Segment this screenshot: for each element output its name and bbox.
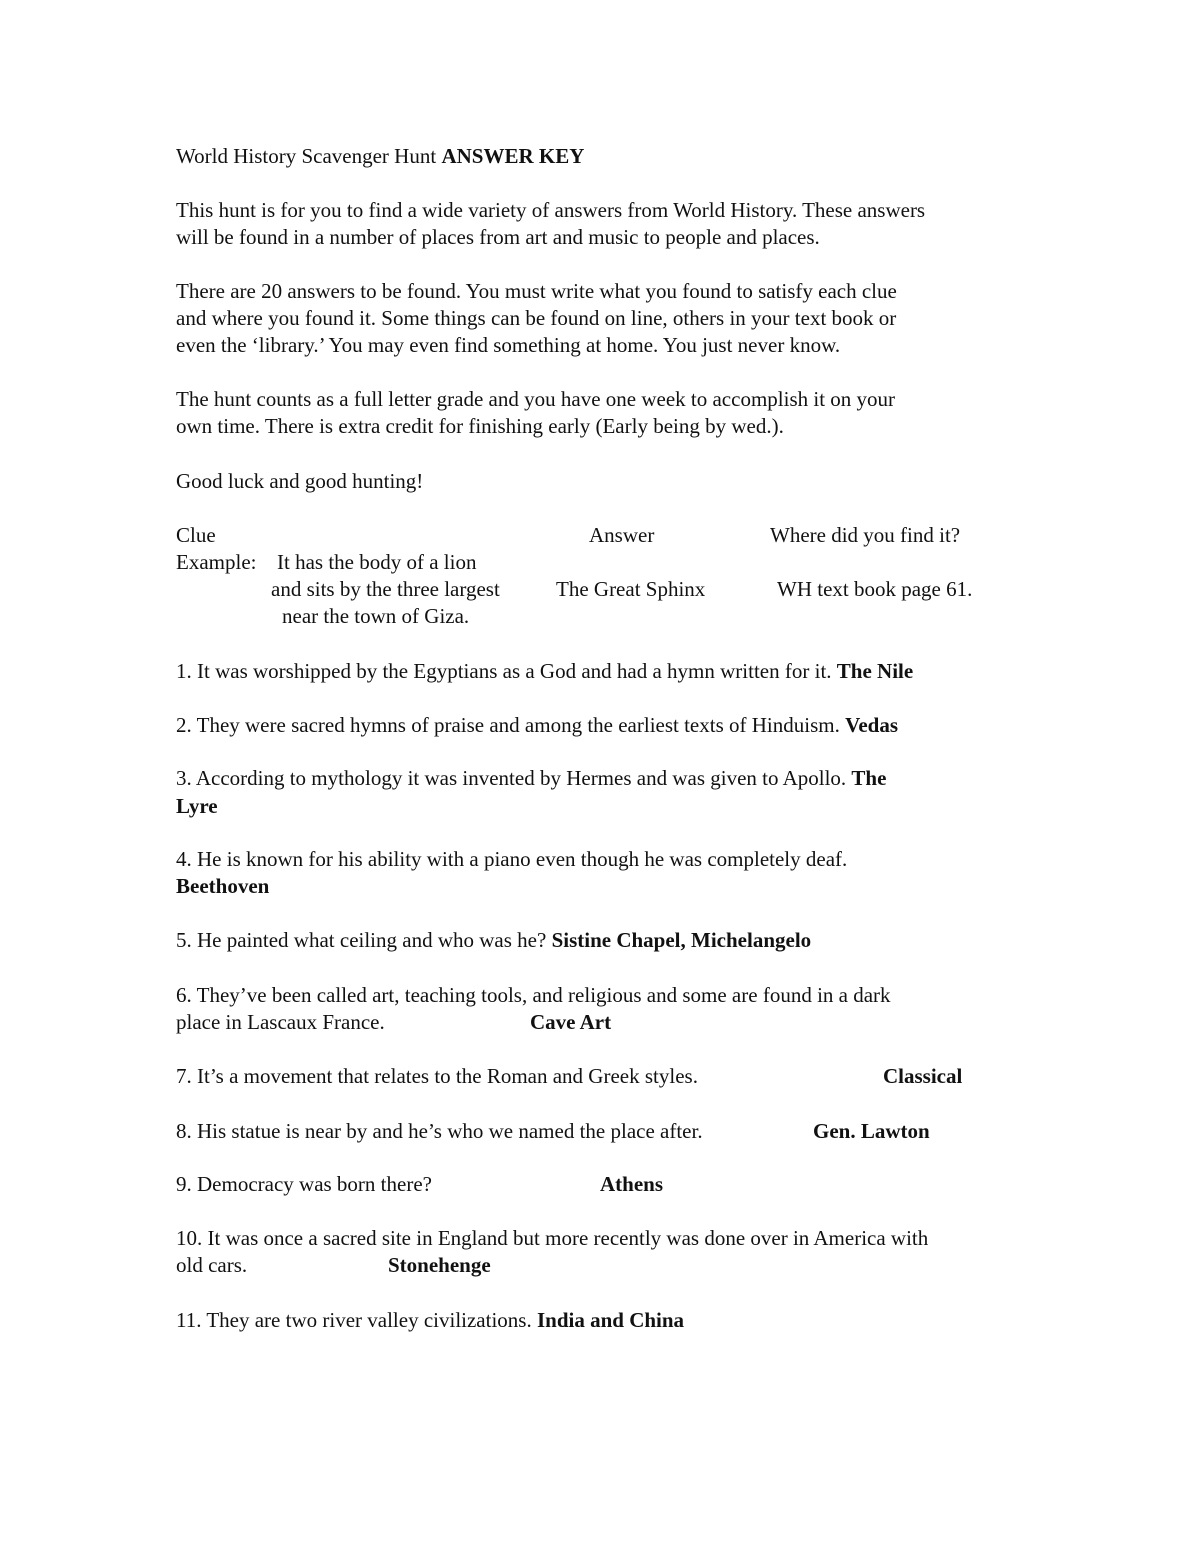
question-11 [176, 1307, 684, 1334]
answer-1: The Nile [836, 659, 914, 683]
question-4-text: 4. He is known for his ability with a piano even though he was completely deaf. [176, 847, 848, 871]
answer-2: Vedas [845, 713, 899, 737]
document-title [176, 143, 584, 170]
question-2-text: 2. They were sacred hymns of praise and among the earliest texts of Hinduism. [176, 713, 840, 737]
answer-7-text: Classical [883, 1064, 963, 1088]
answer-5: Sistine Chapel, Michelangelo [551, 928, 812, 952]
answer-10 [388, 1252, 491, 1279]
answer-4 [176, 873, 269, 900]
answer-9-text: Athens [600, 1172, 664, 1196]
answer-11: India and China [536, 1308, 685, 1332]
answer-4-text: Beethoven [176, 874, 270, 898]
example-where: WH text book page 61. [777, 577, 973, 601]
intro-p3-line1: The hunt counts as a full letter grade and you have one week to accomplish it on your [176, 387, 896, 411]
intro-p4: Good luck and good hunting! [176, 469, 424, 493]
question-10-line2: old cars. [176, 1253, 248, 1277]
intro-p3-line2: own time. There is extra credit for finishing early (Early being by wed.). [176, 414, 784, 438]
answer-8 [813, 1118, 930, 1145]
answer-8-text: Gen. Lawton [813, 1119, 930, 1143]
title-text: World History Scavenger Hunt [176, 144, 437, 168]
answer-key-label: ANSWER KEY [441, 144, 585, 168]
answer-3-lyre: Lyre [176, 794, 218, 818]
question-9-text: 9. Democracy was born there? [176, 1172, 432, 1196]
question-8-text: 8. His statue is near by and he’s who we named the place after. [176, 1119, 703, 1143]
example-clue-line3: near the town of Giza. [282, 604, 470, 628]
question-5 [176, 927, 811, 954]
answer-10-text: Stonehenge [388, 1253, 491, 1277]
intro-p2-line1: There are 20 answers to be found. You must write what you found to satisfy each clue [176, 279, 897, 303]
intro-p2-line3: even the ‘library.’ You may even find something at home. You just never know. [176, 333, 841, 357]
question-3 [176, 765, 886, 792]
question-3-text: 3. According to mythology it was invented by Hermes and was given to Apollo. [176, 766, 847, 790]
question-6-line1: 6. They’ve been called art, teaching tools, and religious and some are found in a dark [176, 983, 891, 1007]
question-10-line1: 10. It was once a sacred site in England but more recently was done over in America with [176, 1226, 929, 1250]
header-answer: Answer [589, 523, 655, 547]
answer-9 [600, 1171, 663, 1198]
answer-3-part2 [176, 793, 218, 820]
answer-7 [883, 1063, 962, 1090]
intro-p1-line2: will be found in a number of places from art and music to people and places. [176, 225, 820, 249]
header-where: Where did you find it? [770, 523, 961, 547]
question-11-text: 11. They are two river valley civilizations. [176, 1308, 532, 1332]
answer-3-part1: The [851, 766, 887, 790]
answer-6-text: Cave Art [530, 1010, 612, 1034]
intro-p2-line2: and where you found it. Some things can be found on line, others in your text book or [176, 306, 897, 330]
example-answer: The Great Sphinx [556, 577, 706, 601]
question-5-text: 5. He painted what ceiling and who was he? [176, 928, 547, 952]
example-label: Example: [176, 550, 257, 574]
intro-p1-line1: This hunt is for you to find a wide variety of answers from World History. These answers [176, 198, 926, 222]
header-clue: Clue [176, 523, 216, 547]
question-1-text: 1. It was worshipped by the Egyptians as a God and had a hymn written for it. [176, 659, 832, 683]
question-1 [176, 658, 913, 685]
question-6-line2: place in Lascaux France. [176, 1010, 385, 1034]
answer-6 [530, 1009, 611, 1036]
question-7-text: 7. It’s a movement that relates to the Roman and Greek styles. [176, 1064, 698, 1088]
example-clue-line1: It has the body of a lion [277, 550, 477, 574]
question-2 [176, 712, 898, 739]
example-clue-line2: and sits by the three largest [271, 577, 500, 601]
